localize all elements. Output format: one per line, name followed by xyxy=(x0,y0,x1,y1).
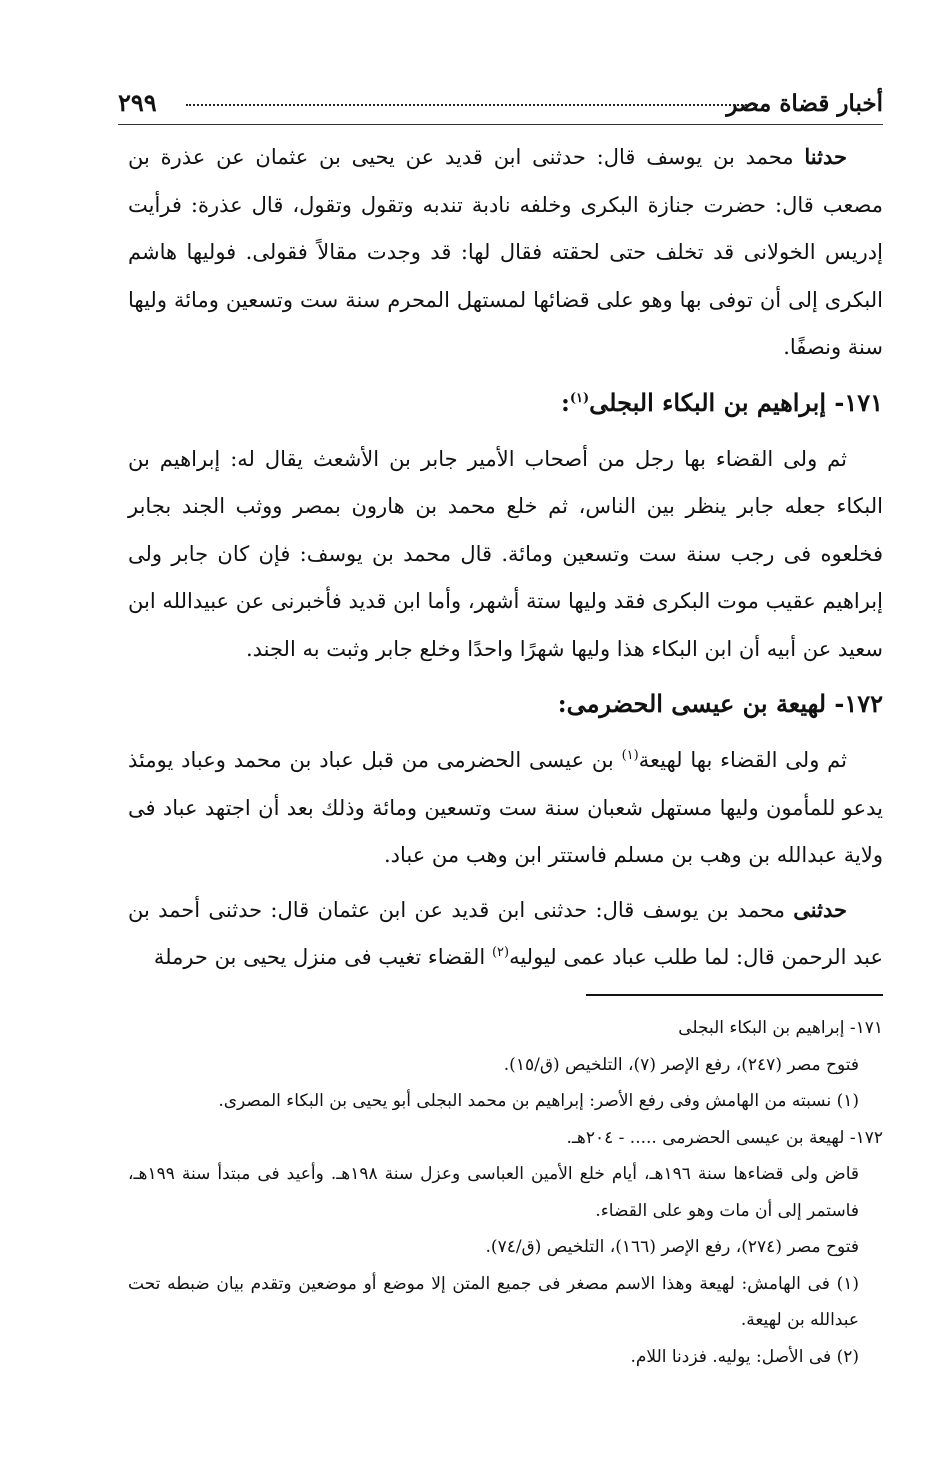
paragraph-text: بن عيسى الحضرمى من قبل عباد بن محمد وعباد يومئذ يدعو للمأمون وليها مستهل شعبان سنة ست وتسعين ومائة وذلك بعد أن اجتهد عباد فى ولاية عبدالله بن وهب بن مسلم فاستتر ابن وهب من عباد. xyxy=(128,748,883,867)
leader-dots xyxy=(186,104,758,106)
paragraph-3 xyxy=(128,737,883,880)
book-title: أخبار قضاة مصر xyxy=(726,90,883,117)
footnote-marker: (٢) xyxy=(491,945,510,960)
footnote-line: فتوح مصر (٢٧٤)، رفع الإصر (١٦٦)، التلخيص (ق/٧٤). xyxy=(485,1237,859,1257)
footnotes xyxy=(128,1010,883,1375)
footnote-separator xyxy=(586,994,883,996)
footnote-line: فتوح مصر (٢٤٧)، رفع الإصر (٧)، التلخيص (ق/١٥). xyxy=(503,1054,859,1075)
main-text xyxy=(128,133,883,982)
footnote-marker: (١) xyxy=(621,748,639,763)
footnote-line: قاض ولى قضاءها سنة ١٩٦هـ، أيام خلع الأمين العباسى وعزل سنة ١٩٨هـ. وأعيد فى مبتدأ سنة ١٩٩هـ، فاستمر إلى أن مات وهو على القضاء. xyxy=(128,1164,859,1221)
paragraph-text: القضاء تغيب فى منزل يحيى بن حرملة xyxy=(153,945,492,969)
paragraph-text: ثم ولى القضاء بها لهيعة xyxy=(638,748,847,772)
entry-heading-172: ١٧٢- لهيعة بن عيسى الحضرمى: xyxy=(557,689,883,718)
footnote-line: (١) نسبته من الهامش وفى رفع الأصر: إبراهيم بن محمد البجلى أبو يحيى بن البكاء المصرى. xyxy=(218,1091,859,1111)
running-header xyxy=(118,86,883,125)
footnote-line: (١) فى الهامش: لهيعة وهذا الاسم مصغر فى جميع المتن إلا موضع أو موضعين وتقدم بيان ضبطه تحت عبدالله بن لهيعة. xyxy=(128,1273,859,1330)
heading-colon: : xyxy=(560,387,570,417)
footnote-line: ١٧٢- لهيعة بن عيسى الحضرمى ..... - ٢٠٤هـ. xyxy=(566,1127,883,1148)
heading-text: ١٧١- إبراهيم بن البكاء البجلى xyxy=(589,387,883,417)
paragraph-lead-word: حدثنا xyxy=(804,144,847,169)
footnote-line: (٢) فى الأصل: يوليه. فزدنا اللام. xyxy=(630,1346,859,1367)
paragraph-2: ثم ولى القضاء بها رجل من أصحاب الأمير جابر بن الأشعث يقال له: إبراهيم بن البكاء جعله جابر ينظر بين الناس، ثم خلع محمد بن هارون بمصر ووثب الجند بجابر فخلعوه فى رجب سنة ست وتسعين ومائة. قال محمد بن يوسف: فإن كان جابر ولى إبراهيم عقيب موت البكرى فقد وليها ستة أشهر، وأما ابن قديد فأخبرنى عن عبيدالله ابن سعيد عن أبيه أن ابن البكاء هذا وليها شهرًا واحدًا وخلع جابر وثبت به الجند. xyxy=(128,446,883,661)
paragraph-text: محمد بن يوسف قال: حدثنى ابن قديد عن ابن عثمان قال: حدثنى أحمد بن عبد الرحمن قال: لما طلب عباد عمى ليوليه xyxy=(128,897,883,969)
paragraph-1 xyxy=(128,133,883,372)
paragraph-lead-word: حدثنى xyxy=(793,896,847,922)
page-number: ٢٩٩ xyxy=(118,88,157,117)
footnote-line: ١٧١- إبراهيم بن البكاء البجلى xyxy=(678,1018,883,1038)
footnote-marker: (١) xyxy=(569,390,590,406)
paragraph-text: محمد بن يوسف قال: حدثنى ابن قديد عن يحيى بن عثمان عن عذرة بن مصعب قال: حضرت جنازة البكرى وخلفه نادبة تندبه وتقول وتقول، قال عذرة: فرأيت إدريس الخولانى قد تخلف حتى لحقته فقال لها: قد وجدت مقالاً فقولى. فوليها هاشم البكرى إلى أن توفى بها وهو على قضائها لمستهل المحرم سنة ست وتسعين ومائة وليها سنة ونصفًا. xyxy=(128,145,883,359)
entry-heading-171 xyxy=(128,380,883,426)
paragraph-4 xyxy=(128,886,883,982)
